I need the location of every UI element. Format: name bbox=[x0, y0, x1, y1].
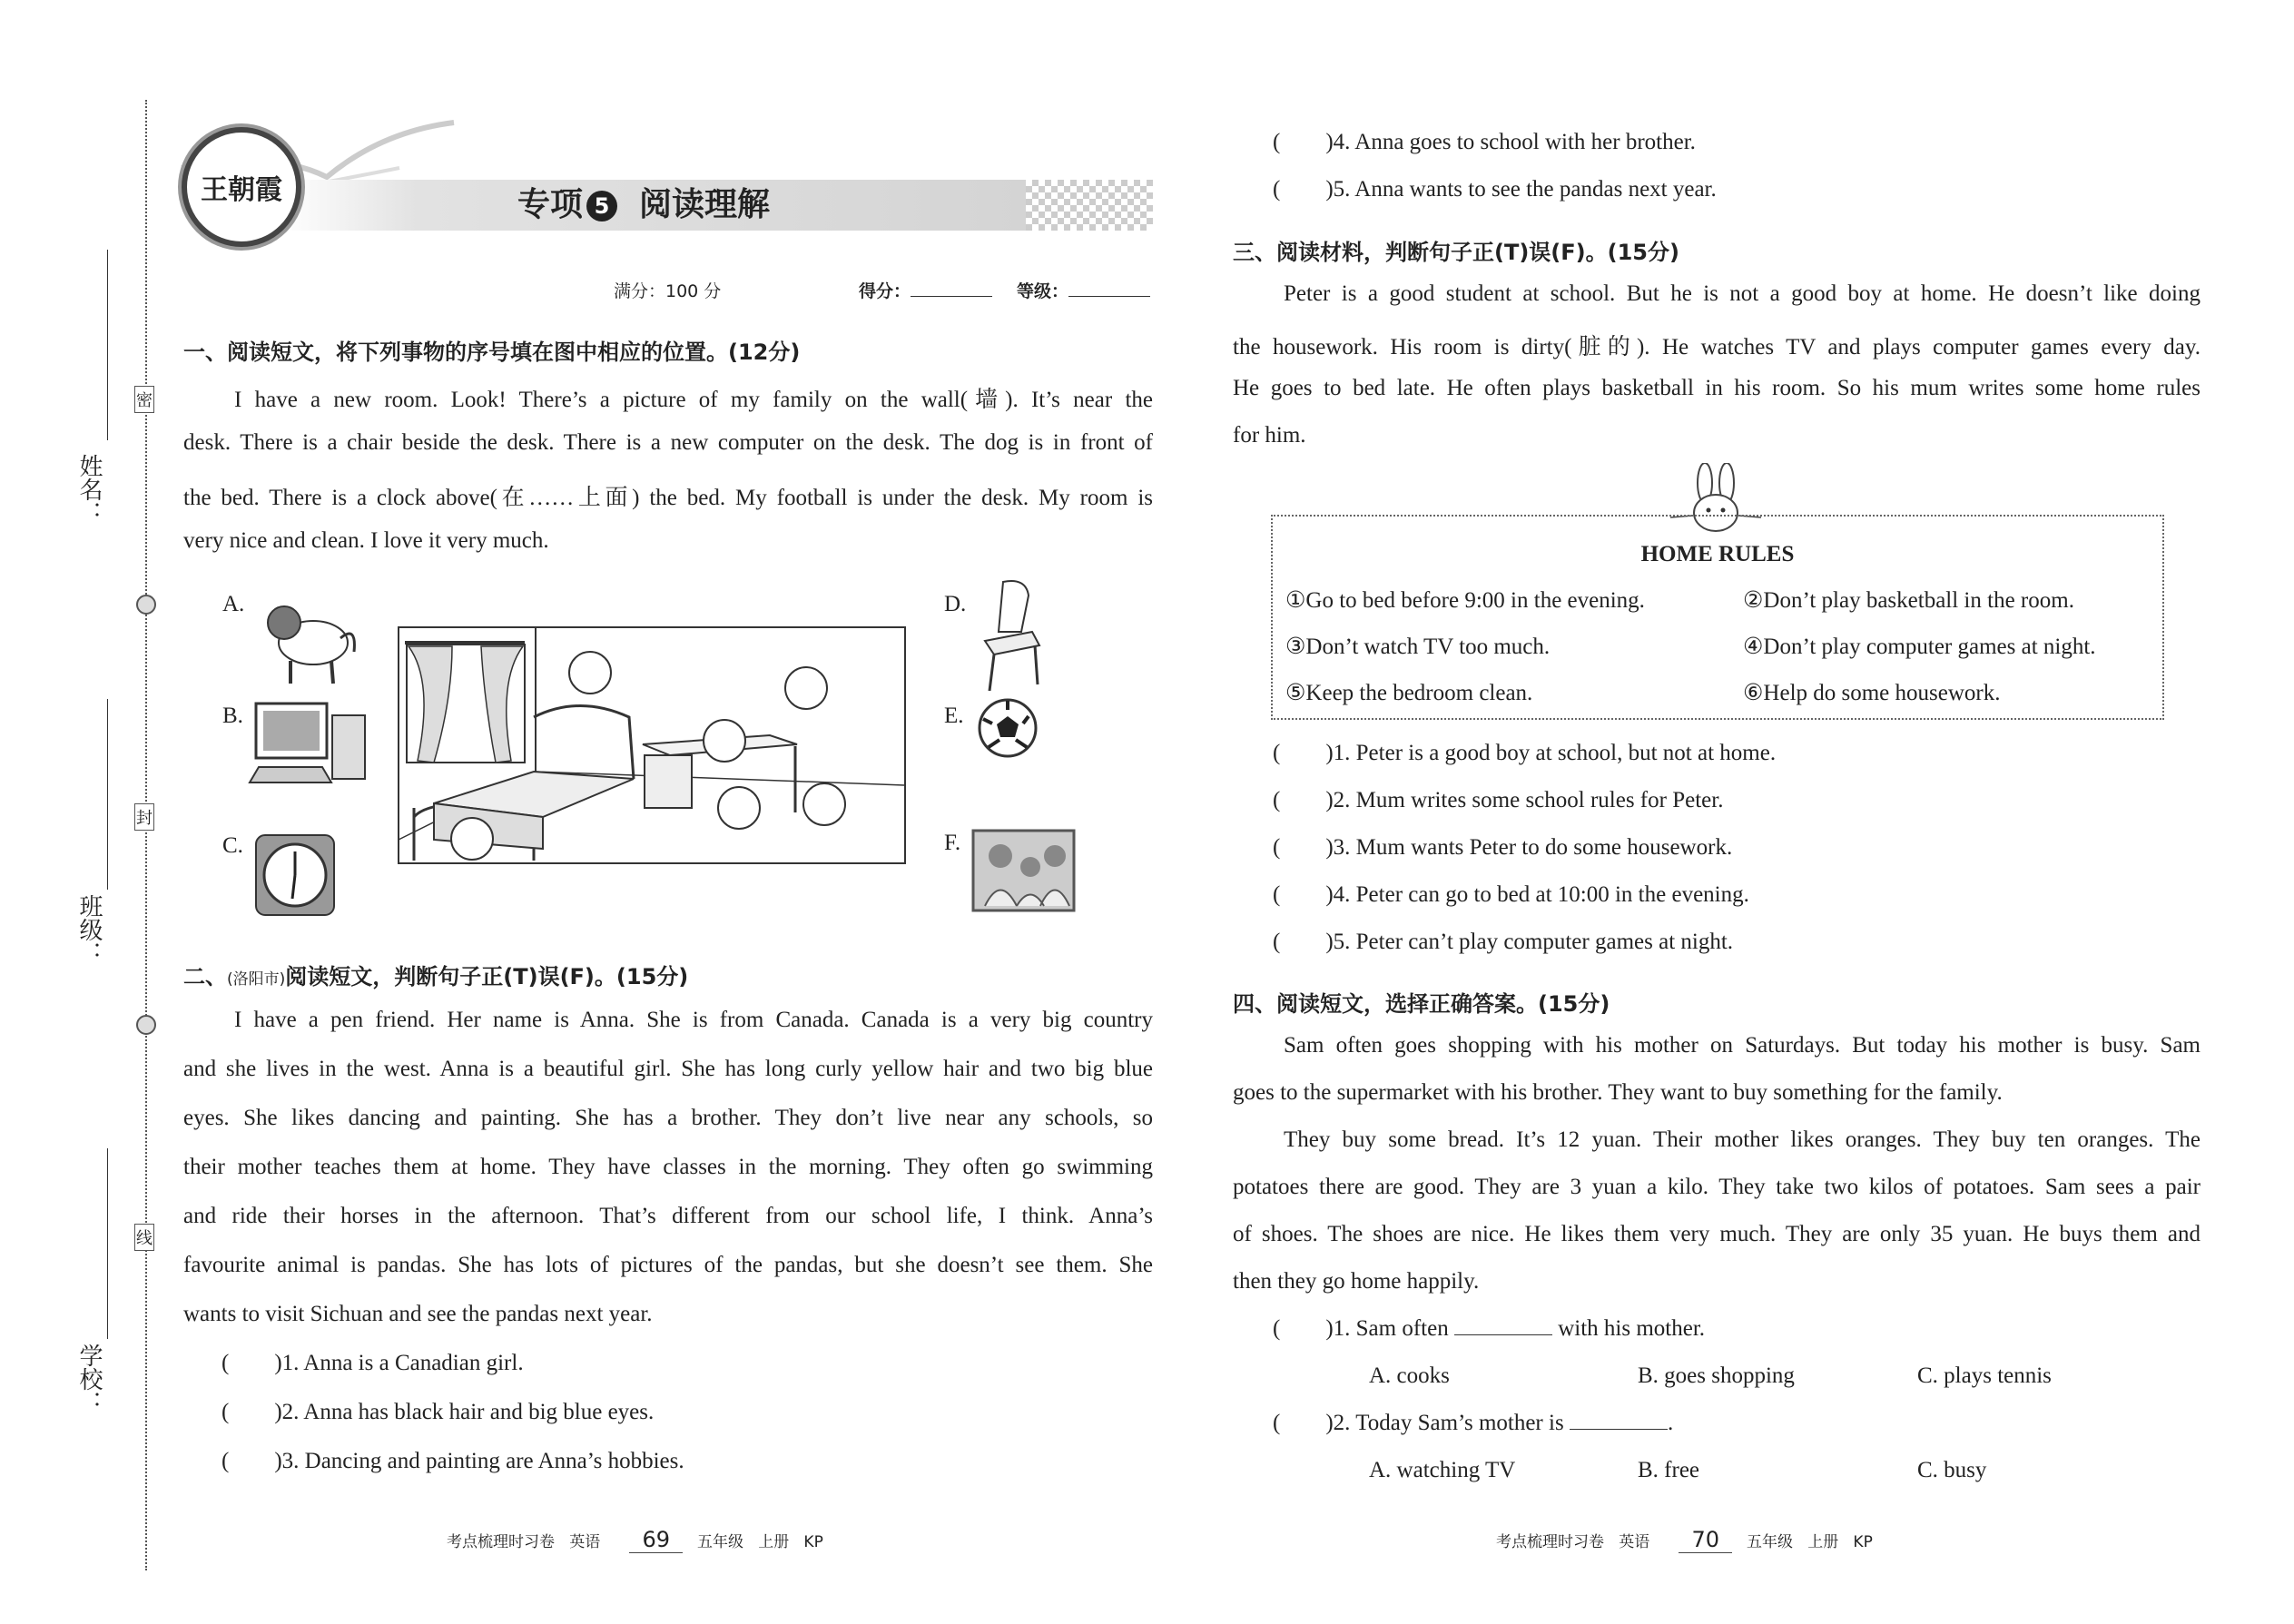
q2-option-a[interactable]: A. watching TV bbox=[1369, 1458, 1516, 1482]
score-blank[interactable] bbox=[911, 296, 992, 297]
s1-line-2: desk. There is a chair beside the desk. There is a new computer on the desk. The dog is in front of bbox=[183, 430, 1153, 455]
s1-line-3: the bed. There is a clock above(在……上面) the bed. My football is under the desk. My room is bbox=[183, 486, 1153, 510]
s2-question-1[interactable]: ( )1. Anna is a Canadian girl. bbox=[222, 1351, 524, 1375]
s2-city-tag: (洛阳市) bbox=[227, 970, 286, 989]
page-title: 专项 5 阅读理解 bbox=[517, 186, 771, 223]
label-b: B. bbox=[222, 704, 243, 728]
seal-char-1: 密 bbox=[134, 386, 154, 413]
page-number-left: 69 bbox=[629, 1527, 683, 1553]
name-label: 姓名： bbox=[75, 454, 103, 525]
family-picture-icon bbox=[971, 829, 1076, 912]
s3-question-2[interactable]: ( )2. Mum writes some school rules for Peter. bbox=[1273, 788, 1724, 812]
clock-icon bbox=[254, 833, 336, 917]
page-number-right: 70 bbox=[1679, 1527, 1732, 1553]
footer-left: 考点梳理时习卷 英语 69 五年级 上册 KP bbox=[447, 1527, 823, 1552]
label-f: F. bbox=[944, 831, 961, 855]
q1-option-a[interactable]: A. cooks bbox=[1369, 1363, 1450, 1388]
s2-question-2[interactable]: ( )2. Anna has black hair and big blue eyes. bbox=[222, 1400, 655, 1424]
s3-line-2: the housework. His room is dirty(脏的). He watches TV and plays computer games every day. bbox=[1233, 335, 2200, 359]
s3-question-1[interactable]: ( )1. Peter is a good boy at school, but not at home. bbox=[1273, 741, 1777, 765]
s1-heading: 一、阅读短文，将下列事物的序号填在图中相应的位置。(12分) bbox=[183, 340, 801, 365]
title-number-badge: 5 bbox=[586, 191, 617, 221]
checker-pattern bbox=[1026, 180, 1153, 231]
s4-question-2[interactable]: ( )2. Today Sam’s mother is . bbox=[1273, 1411, 1674, 1435]
s2-line-6: favourite animal is pandas. She has lots of pictures of the pandas, but she doesn’t see them. She bbox=[183, 1253, 1153, 1277]
answer-circle[interactable] bbox=[717, 786, 761, 830]
brand-logo bbox=[182, 127, 301, 247]
q2-option-c[interactable]: C. busy bbox=[1917, 1458, 1987, 1482]
s3-line-3: He goes to bed late. He often plays basketball in his room. So his mum writes some home rules bbox=[1233, 376, 2200, 400]
answer-circle[interactable] bbox=[703, 719, 746, 763]
football-icon bbox=[976, 696, 1039, 760]
s2-question-4[interactable]: ( )4. Anna goes to school with her brother. bbox=[1273, 130, 1696, 154]
score-total: 满分：100 分 bbox=[614, 281, 722, 301]
rule-3: ③Don’t watch TV too much. bbox=[1285, 635, 1551, 659]
footer-right: 考点梳理时习卷 英语 70 五年级 上册 KP bbox=[1496, 1527, 1873, 1552]
score-label: 得分： bbox=[859, 278, 992, 302]
s2-line-4: their mother teaches them at home. They have classes in the morning. They often go swimming bbox=[183, 1155, 1153, 1179]
label-e: E. bbox=[944, 704, 964, 728]
name-line[interactable] bbox=[107, 250, 108, 440]
s2-line-5: and ride their horses in the afternoon. That’s different from our school life, I think. Anna’s bbox=[183, 1204, 1153, 1228]
s4-p1-line-1: Sam often goes shopping with his mother on Saturdays. But today his mother is busy. Sam bbox=[1284, 1033, 2200, 1058]
s2-heading: 二、(洛阳市)阅读短文，判断句子正(T)误(F)。(15分) bbox=[183, 964, 689, 989]
label-d: D. bbox=[944, 592, 967, 616]
q2-blank[interactable] bbox=[1570, 1429, 1668, 1430]
label-c: C. bbox=[222, 833, 243, 858]
s2-question-5[interactable]: ( )5. Anna wants to see the pandas next year. bbox=[1273, 177, 1717, 202]
s2-line-7: wants to visit Sichuan and see the pandas next year. bbox=[183, 1302, 653, 1326]
rule-5: ⑤Keep the bedroom clean. bbox=[1285, 681, 1533, 705]
s4-p2-line-1: They buy some bread. It’s 12 yuan. Their mother likes oranges. They buy ten oranges. The bbox=[1284, 1127, 2200, 1152]
s2-line-3: eyes. She likes dancing and painting. She has a brother. They don’t live near any schools, so bbox=[183, 1106, 1153, 1130]
grade-blank[interactable] bbox=[1068, 296, 1150, 297]
s3-question-5[interactable]: ( )5. Peter can’t play computer games at night. bbox=[1273, 930, 1734, 954]
seal-dot-icon bbox=[136, 1015, 156, 1035]
s3-question-4[interactable]: ( )4. Peter can go to bed at 10:00 in the evening. bbox=[1273, 882, 1749, 907]
rule-6: ⑥Help do some housework. bbox=[1743, 681, 2001, 705]
s2-line-2: and she lives in the west. Anna is a beautiful girl. She has long curly yellow hair and two big blue bbox=[183, 1057, 1153, 1081]
s3-line-1: Peter is a good student at school. But he is not a good boy at home. He doesn’t like doing bbox=[1284, 281, 2200, 306]
s4-p2-line-3: of shoes. The shoes are nice. He likes them very much. They are only 35 yuan. He buys them and bbox=[1233, 1222, 2200, 1246]
s3-line-4: for him. bbox=[1233, 423, 1306, 448]
s4-p1-line-2: goes to the supermarket with his brother. They want to buy something for the family. bbox=[1233, 1080, 2003, 1105]
brand-logo-text: 王朝霞 bbox=[201, 174, 282, 206]
label-a: A. bbox=[222, 592, 245, 616]
s4-question-1[interactable]: ( )1. Sam often with his mother. bbox=[1273, 1316, 1706, 1341]
answer-circle[interactable] bbox=[802, 782, 846, 826]
class-label: 班级： bbox=[75, 894, 103, 965]
school-label: 学校： bbox=[75, 1343, 103, 1414]
rule-2: ②Don’t play basketball in the room. bbox=[1743, 588, 2074, 613]
grade-label: 等级： bbox=[1017, 278, 1150, 302]
q1-option-b[interactable]: B. goes shopping bbox=[1638, 1363, 1795, 1388]
binding-line bbox=[145, 100, 147, 1570]
s3-heading: 三、阅读材料，判断句子正(T)误(F)。(15分) bbox=[1233, 240, 1679, 265]
school-line[interactable] bbox=[107, 1148, 108, 1339]
rule-4: ④Don’t play computer games at night. bbox=[1743, 635, 2096, 659]
rule-1: ①Go to bed before 9:00 in the evening. bbox=[1285, 588, 1645, 613]
s4-heading: 四、阅读短文，选择正确答案。(15分) bbox=[1233, 991, 1610, 1017]
s3-question-3[interactable]: ( )3. Mum wants Peter to do some housework. bbox=[1273, 835, 1733, 860]
s2-line-1: I have a pen friend. Her name is Anna. She is from Canada. Canada is a very big country bbox=[234, 1008, 1153, 1032]
home-rules-title: HOME RULES bbox=[1640, 542, 1795, 566]
answer-circle[interactable] bbox=[568, 651, 612, 694]
s4-p2-line-4: then they go home happily. bbox=[1233, 1269, 1480, 1294]
seal-dot-icon bbox=[136, 595, 156, 615]
q1-option-c[interactable]: C. plays tennis bbox=[1917, 1363, 2052, 1388]
computer-icon bbox=[245, 699, 372, 799]
seal-char-3: 线 bbox=[134, 1224, 154, 1251]
answer-circle[interactable] bbox=[784, 666, 828, 710]
q1-blank[interactable] bbox=[1454, 1334, 1552, 1335]
q2-option-b[interactable]: B. free bbox=[1638, 1458, 1700, 1482]
seal-char-2: 封 bbox=[134, 803, 154, 831]
s1-line-1: I have a new room. Look! There’s a picture of my family on the wall(墙). It’s near the bbox=[234, 388, 1153, 412]
chair-icon bbox=[976, 577, 1049, 695]
s2-question-3[interactable]: ( )3. Dancing and painting are Anna’s hobbies. bbox=[222, 1449, 684, 1473]
s4-p2-line-2: potatoes there are good. They are 3 yuan a kilo. They take two kilos of potatoes. Sam sees a pair bbox=[1233, 1175, 2200, 1199]
dog-icon bbox=[250, 588, 359, 688]
answer-circle[interactable] bbox=[450, 817, 494, 861]
class-line[interactable] bbox=[107, 699, 108, 890]
s1-line-4: very nice and clean. I love it very much. bbox=[183, 528, 549, 553]
